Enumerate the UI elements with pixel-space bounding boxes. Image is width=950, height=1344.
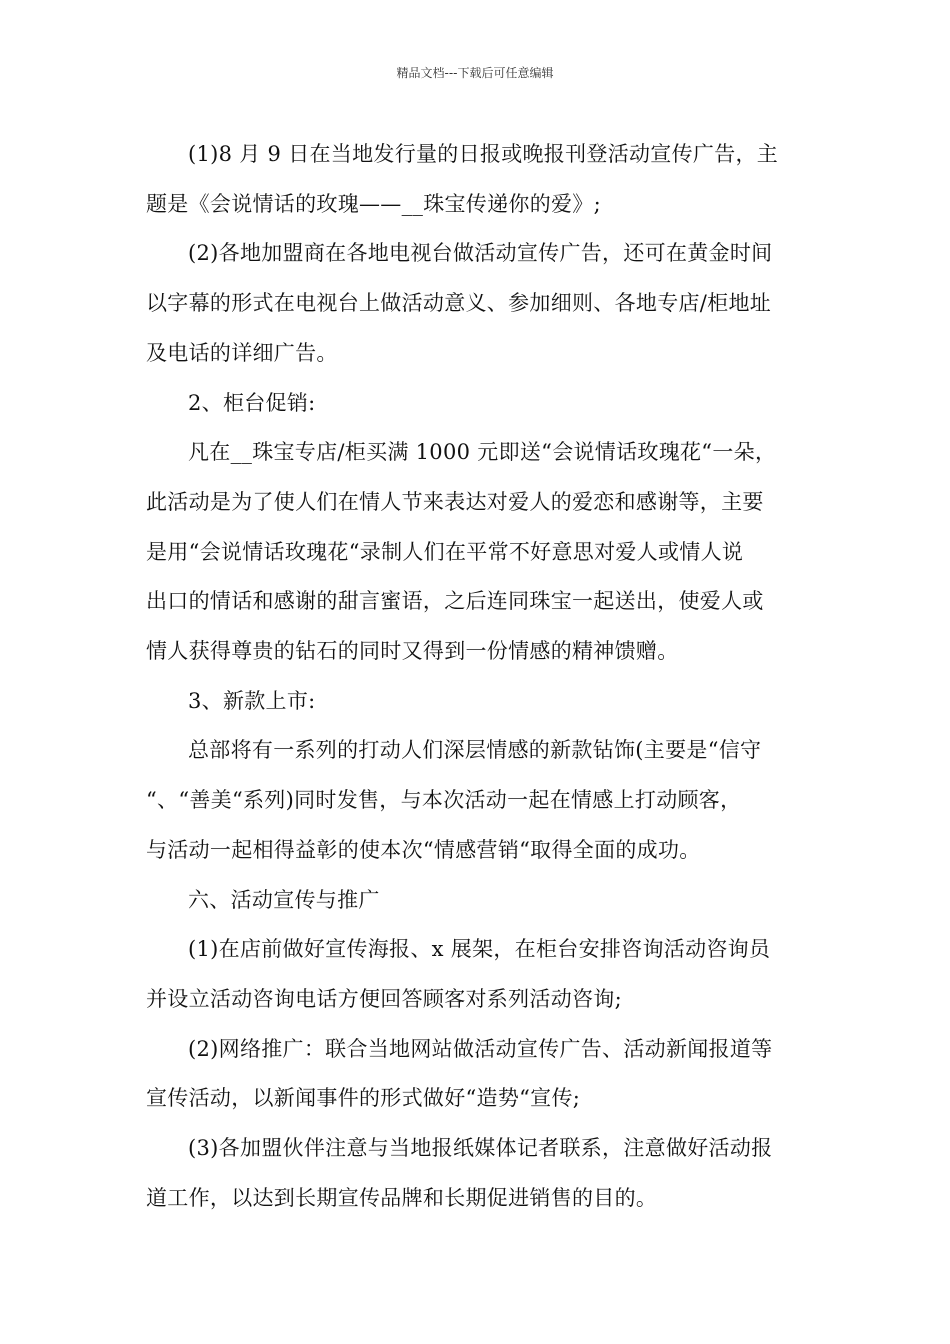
paragraph <box>146 1124 806 1223</box>
paragraph <box>146 925 806 1024</box>
section-heading <box>146 876 806 926</box>
paragraph-line: 题是《会说情话的玫瑰——__珠宝传递你的爱》; <box>146 191 601 216</box>
paragraph-line: 宣传活动，以新闻事件的形式做好“造势“宣传; <box>146 1086 581 1111</box>
paragraph <box>146 229 806 378</box>
paragraph-line: 道工作，以达到长期宣传品牌和长期促进销售的目的。 <box>146 1185 658 1210</box>
document-body <box>146 130 806 1223</box>
paragraph-line: (3)各加盟伙伴注意与当地报纸媒体记者联系，注意做好活动报 <box>188 1136 773 1161</box>
section-heading <box>146 379 806 429</box>
paragraph <box>146 1025 806 1124</box>
paragraph <box>146 428 806 677</box>
paragraph-line: (2)网络推广：联合当地网站做活动宣传广告、活动新闻报道等 <box>188 1036 773 1061</box>
paragraph-line: 是用“会说情话玫瑰花“录制人们在平常不好意思对爱人或情人说 <box>146 539 744 564</box>
paragraph-line: 此活动是为了使人们在情人节来表达对爱人的爱恋和感谢等，主要 <box>146 489 764 514</box>
paragraph-line: 与活动一起相得益彰的使本次“情感营销“取得全面的成功。 <box>146 837 701 862</box>
paragraph-line: 出口的情话和感谢的甜言蜜语，之后连同珠宝一起送出，使爱人或 <box>146 589 764 614</box>
page-header: 精品文档---下载后可任意编辑 <box>396 66 554 80</box>
paragraph-line: 2、柜台促销: <box>188 390 316 415</box>
paragraph-line: 并设立活动咨询电话方便回答顾客对系列活动咨询; <box>146 986 622 1011</box>
paragraph-line: 情人获得尊贵的钻石的同时又得到一份情感的精神馈赠。 <box>146 639 679 664</box>
paragraph <box>146 726 806 875</box>
paragraph-line: 六、活动宣传与推广 <box>188 887 380 912</box>
paragraph-line: “、“善美“系列)同时发售，与本次活动一起在情感上打动顾客， <box>146 788 742 813</box>
paragraph <box>146 130 806 229</box>
paragraph-line: 总部将有一系列的打动人们深层情感的新款钻饰(主要是“信守 <box>188 738 762 763</box>
paragraph-line: 凡在__珠宝专店/柜买满 1000 元即送“会说情话玫瑰花“一朵， <box>188 440 777 465</box>
paragraph-line: 3、新款上市: <box>188 688 316 713</box>
paragraph-line: 以字幕的形式在电视台上做活动意义、参加细则、各地专店/柜地址 <box>146 291 772 316</box>
section-heading <box>146 677 806 727</box>
paragraph-line: (1)8 月 9 日在当地发行量的日报或晚报刊登活动宣传广告，主 <box>188 142 779 166</box>
paragraph-line: 及电话的详细广告。 <box>146 340 338 365</box>
paragraph-line: (2)各地加盟商在各地电视台做活动宣传广告，还可在黄金时间 <box>188 241 773 266</box>
paragraph-line: (1)在店前做好宣传海报、x 展架，在柜台安排咨询活动咨询员 <box>188 937 771 962</box>
